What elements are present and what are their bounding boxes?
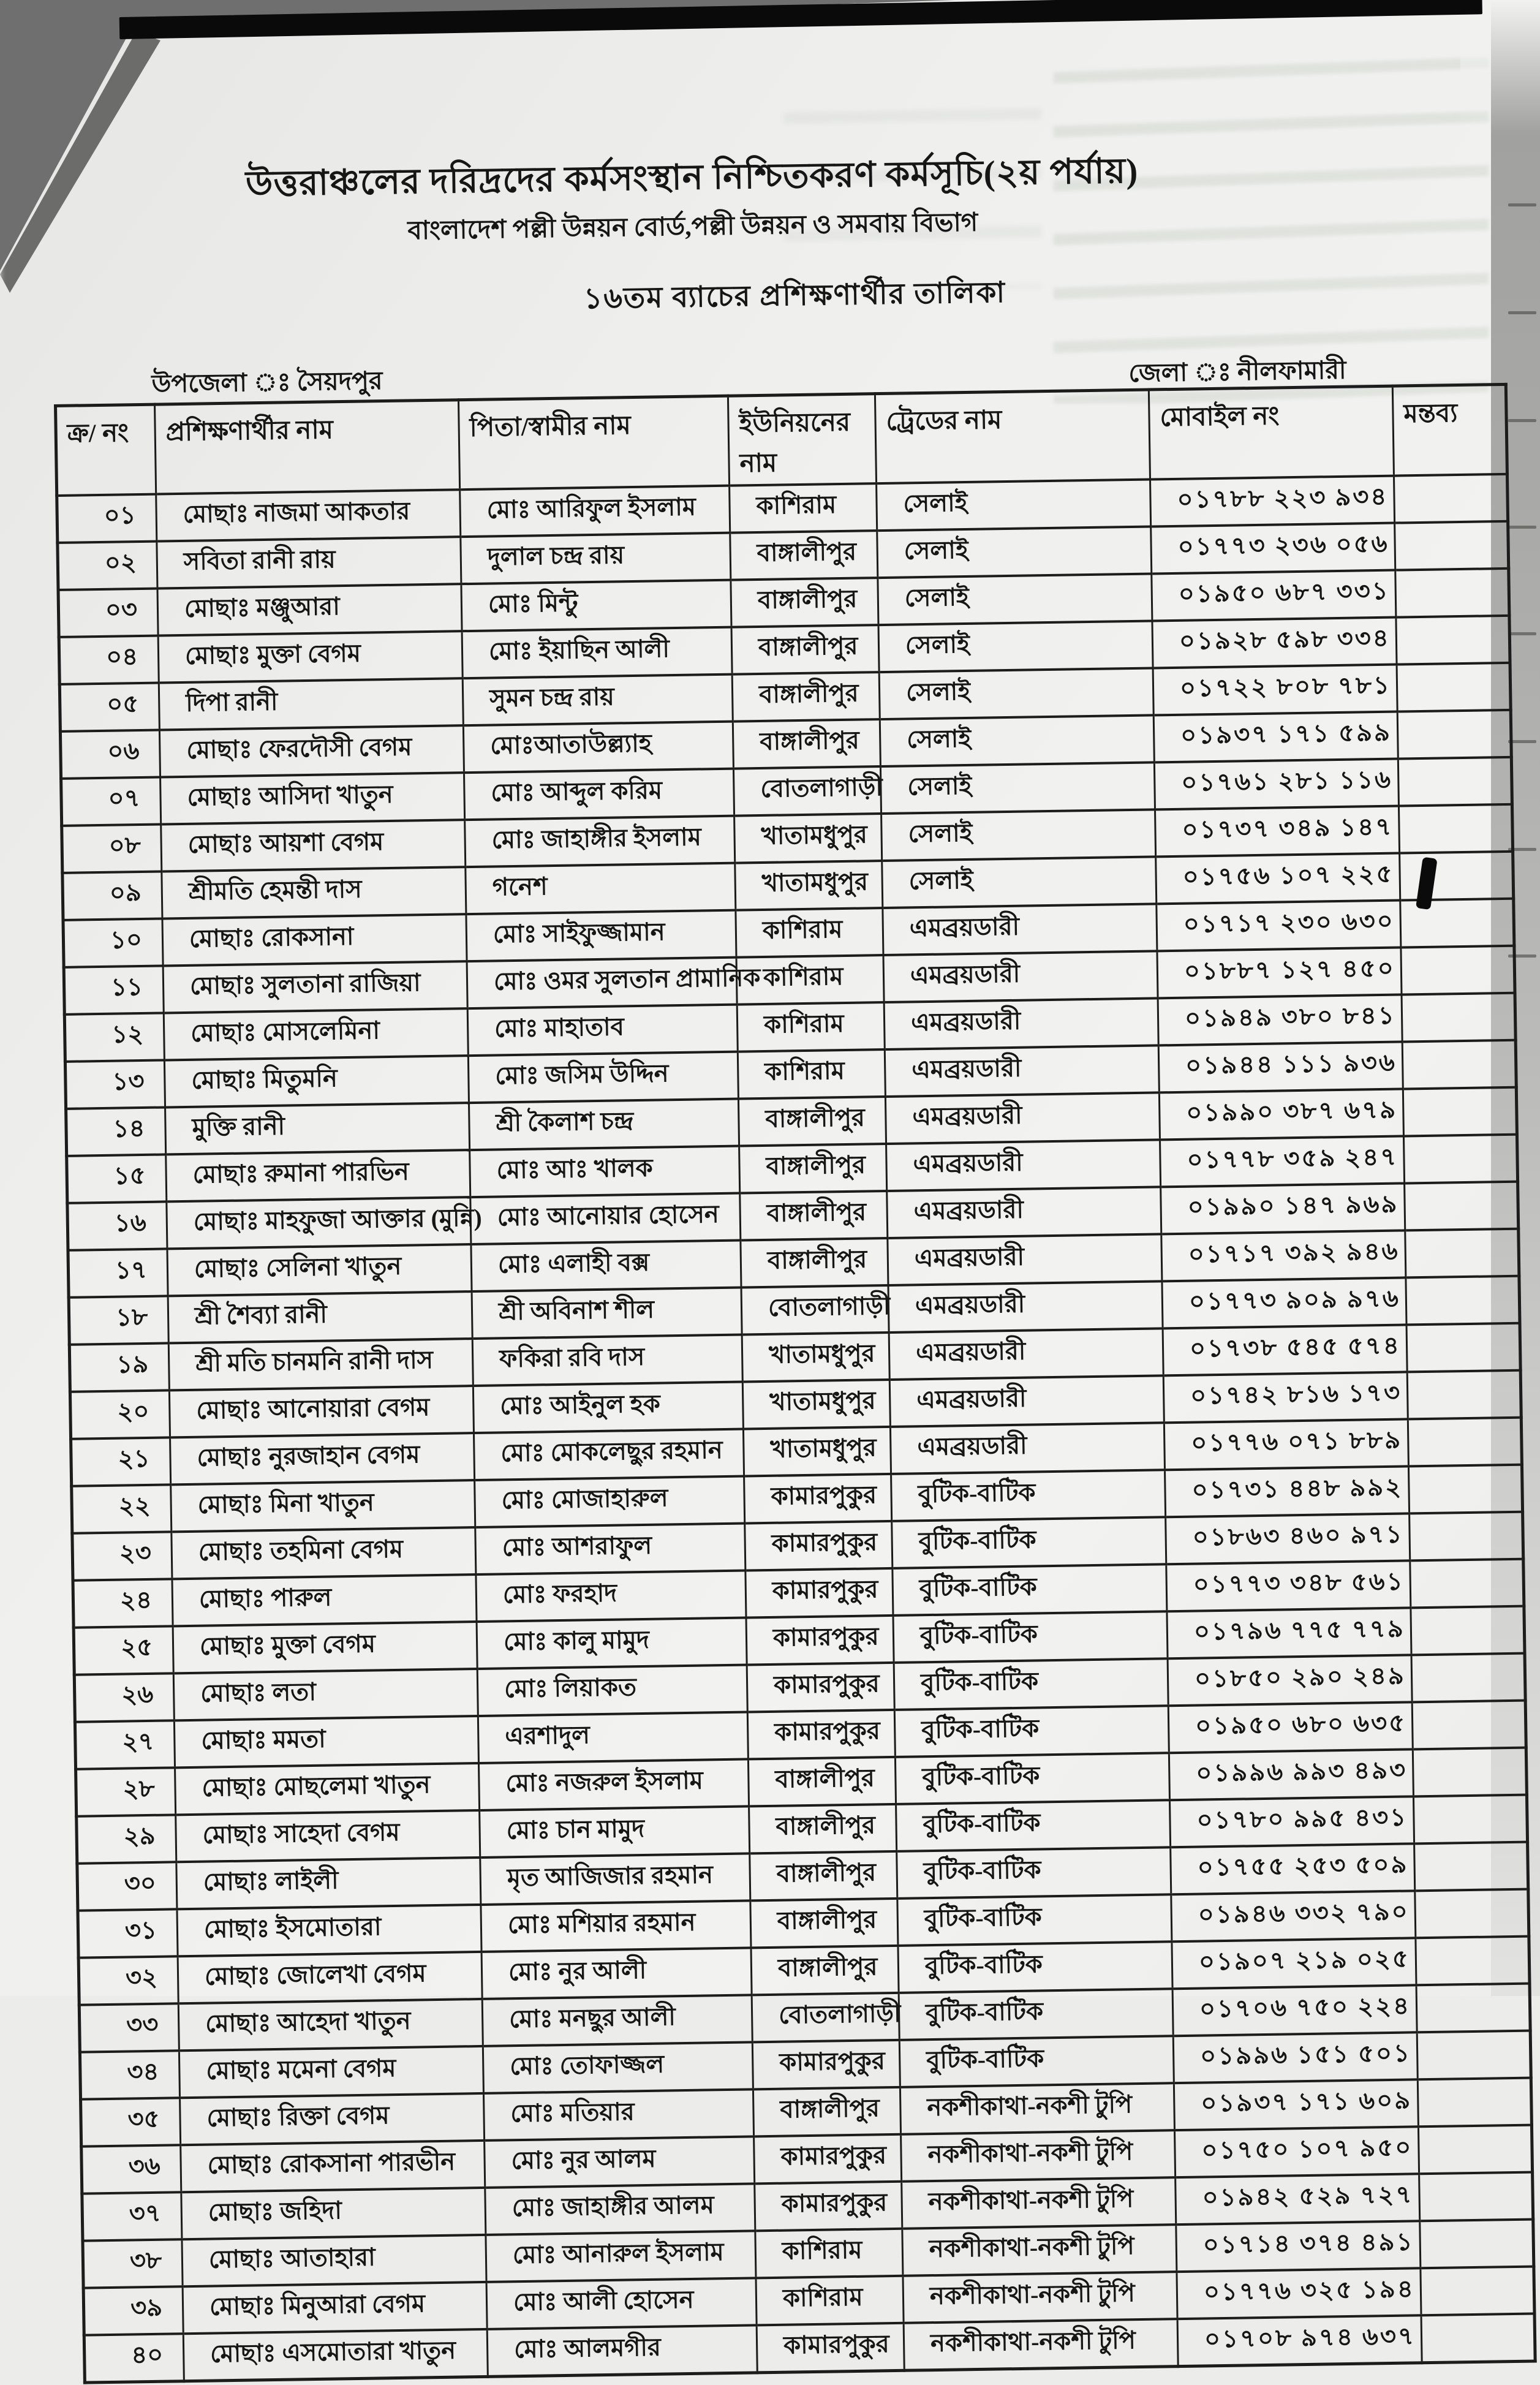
mobile-cell: ০১৯৩৭ ১৭১ ৬০৯	[1174, 2079, 1418, 2130]
remarks-cell	[1397, 663, 1511, 712]
name-cell: শ্রী শৈব্যা রানী	[168, 1291, 472, 1343]
father-cell: ফকিরা রবি দাস	[472, 1335, 742, 1386]
remarks-cell	[1400, 899, 1514, 948]
father-cell: সুমন চন্দ্র রায়	[462, 675, 733, 726]
remarks-cell	[1414, 1842, 1528, 1891]
remarks-cell	[1395, 521, 1509, 570]
mobile-cell: ০১৭৫০ ১০৭ ৯৫০	[1174, 2126, 1419, 2177]
father-cell: মোঃ নুর আলম	[485, 2137, 755, 2188]
sl-cell: ২৯	[77, 1815, 176, 1864]
name-cell: মোছাঃ আনোয়ারা বেগম	[169, 1386, 474, 1437]
remarks-cell	[1402, 993, 1515, 1042]
mobile-cell: ০১৯৯০ ১৪৭ ৯৬৯	[1161, 1184, 1405, 1234]
sl-cell: ৪০	[84, 2334, 184, 2383]
union-cell: বাঙ্গালীপুর	[739, 1144, 887, 1193]
name-cell: মোছাঃ জোলেখা বেগম	[178, 1952, 482, 2003]
name-cell: মোছাঃ রোকসানা	[162, 914, 467, 966]
name-cell: মোছাঃ আহেদা খাতুন	[178, 1999, 483, 2050]
union-cell: বাঙ্গালীপুর	[738, 1097, 886, 1146]
sl-cell: ১৭	[68, 1249, 168, 1298]
remarks-cell	[1405, 1182, 1519, 1231]
mobile-cell: ০১৯৩৭ ১৭১ ৫৯৯	[1153, 712, 1398, 763]
trade-cell: সেলাই	[878, 621, 1153, 673]
remarks-cell	[1405, 1229, 1519, 1278]
remarks-cell	[1395, 569, 1509, 618]
name-cell: মোছাঃ আসিদা খাতুন	[160, 773, 465, 824]
sl-cell: ৩৯	[83, 2286, 183, 2335]
trade-cell: বুটিক-বাটিক	[894, 1706, 1169, 1757]
mobile-cell: ০১৭৭৩ ৯০৯ ৯৭৬	[1162, 1278, 1406, 1329]
name-cell: মোছাঃ আয়শা বেগম	[161, 820, 466, 871]
remarks-cell	[1410, 1512, 1523, 1561]
trade-cell: বুটিক-বাটিক	[892, 1517, 1166, 1568]
name-cell: মুক্তি রানী	[165, 1103, 470, 1154]
union-cell: বাঙ্গালীপুর	[753, 2087, 900, 2137]
remarks-cell	[1419, 2172, 1533, 2221]
union-cell: কামারপুকুর	[747, 1710, 895, 1759]
sl-cell: ১৬	[67, 1202, 167, 1250]
trade-cell: বুটিক-বাটিক	[891, 1470, 1166, 1522]
mobile-cell: ০১৭১৭ ২৩০ ৬৩০	[1157, 901, 1401, 951]
father-cell: মোঃ আলমগীর	[487, 2326, 757, 2377]
trade-cell: সেলাই	[879, 668, 1153, 720]
father-cell: মোঃ আরিফুল ইসলাম	[460, 486, 730, 537]
mobile-cell: ০১৭৭৬ ০৭১ ৮৮৯	[1164, 1419, 1408, 1470]
sl-cell: ১৪	[66, 1108, 166, 1156]
union-cell: কামারপুকুর	[744, 1474, 892, 1524]
remarks-cell	[1417, 2031, 1531, 2080]
remarks-cell	[1407, 1370, 1521, 1419]
union-cell: খাতামধুপুর	[742, 1332, 889, 1382]
trade-cell: নকশীকাথা-নকশী টুপি	[902, 2177, 1176, 2229]
name-cell: মোছাঃ মোছলেমা খাতুন	[175, 1763, 480, 1815]
union-cell: খাতামধুপুর	[734, 814, 882, 863]
name-cell: মোছাঃ মুক্তা বেগম	[158, 631, 462, 682]
trade-cell: এমব্রয়ডারী	[885, 1093, 1160, 1144]
mobile-cell: ০১৭৭৩ ৩৪৮ ৫৬১	[1166, 1561, 1411, 1612]
trade-cell: নকশীকাথা-নকশী টুপি	[901, 2130, 1176, 2182]
union-cell: কামারপুকুর	[754, 2134, 902, 2184]
trade-cell: এমব্রয়ডারী	[889, 1329, 1163, 1380]
union-cell: বাঙ্গালীপুর	[732, 672, 880, 722]
name-cell: মোছাঃ মিতুমনি	[164, 1056, 469, 1107]
sl-cell: ১৫	[67, 1155, 167, 1203]
header-union: ইউনিয়নের নাম	[728, 394, 876, 486]
sl-cell: ০১	[57, 494, 157, 543]
name-cell: মোছাঃ সুলতানা রাজিয়া	[163, 961, 467, 1013]
union-cell: বাঙ্গালীপুর	[750, 1899, 898, 1948]
name-cell: মোছাঃ জহিদা	[181, 2188, 486, 2239]
mobile-cell: ০১৭৩১ ৪৪৮ ৯৯২	[1165, 1467, 1410, 1518]
trade-cell: সেলাই	[882, 857, 1157, 909]
trade-cell: এমব্রয়ডারী	[887, 1187, 1161, 1239]
father-cell: মোঃ কালু মামুদ	[477, 1618, 747, 1669]
remarks-cell	[1398, 804, 1512, 853]
name-cell: দিপা রানী	[159, 678, 463, 730]
name-cell: সবিতা রানী রায়	[157, 537, 461, 588]
union-cell: বাঙ্গালীপুর	[751, 1946, 899, 1995]
name-cell: মোছাঃ মিনা খাতুন	[171, 1480, 475, 1532]
sl-cell: ৩১	[78, 1910, 178, 1958]
name-cell: মোছাঃ ফেরদৌসী বেগম	[159, 725, 464, 777]
name-cell: মোছাঃ মুক্তা বেগম	[173, 1622, 477, 1673]
father-cell: মোঃ আব্দুল করিম	[464, 769, 734, 820]
trade-cell: বুটিক-বাটিক	[897, 1894, 1172, 1946]
mobile-cell: ০১৭৭৩ ২৩৬ ০৫৬	[1151, 523, 1395, 574]
remarks-cell	[1400, 852, 1514, 901]
remarks-cell	[1397, 710, 1511, 759]
trade-cell: বুটিক-বাটিক	[897, 1847, 1171, 1899]
mobile-cell: ০১৯৪৯ ৩৮০ ৮৪১	[1158, 995, 1402, 1046]
father-cell: মোঃ মশিয়ার রহমান	[481, 1901, 751, 1952]
union-cell: কাশিরাম	[756, 2276, 904, 2326]
header-mobile: মোবাইল নং	[1149, 386, 1394, 480]
remarks-cell	[1416, 1937, 1530, 1986]
father-cell: মোঃ তোফাজ্জল	[483, 2043, 753, 2094]
father-cell: মোঃ এলাহী বক্স	[471, 1241, 741, 1292]
mobile-cell: ০১৯৫০ ৬৮০ ৬৩৫	[1168, 1703, 1413, 1753]
mobile-cell: ০১৭৮৮ ২২৩ ৯৩৪	[1150, 476, 1395, 527]
sl-cell: ৩৬	[81, 2145, 181, 2193]
sl-cell: ১০	[63, 919, 163, 967]
sl-cell: ০৪	[59, 636, 159, 684]
union-cell: বাঙ্গালীপুর	[730, 531, 878, 580]
union-cell: খাতামধুপুর	[743, 1427, 891, 1476]
remarks-cell	[1410, 1559, 1524, 1608]
union-cell: কামারপুকুর	[752, 2040, 900, 2090]
father-cell: মৃত আজিজার রহমান	[480, 1854, 750, 1905]
trade-cell: বুটিক-বাটিক	[894, 1658, 1168, 1710]
mobile-cell: ০১৭৩৭ ৩৪৯ ১৪৭	[1155, 806, 1400, 857]
father-cell: মোঃ মোজাহারুল	[475, 1476, 745, 1528]
mobile-cell: ০১৭১৭ ৩৯২ ৯৪৬	[1161, 1231, 1406, 1282]
sl-cell: ২১	[71, 1438, 171, 1486]
trade-cell: বুটিক-বাটিক	[895, 1753, 1169, 1804]
header-trade: ট্রেডের নাম	[875, 390, 1150, 483]
trade-cell: এমব্রয়ডারী	[889, 1376, 1164, 1427]
trade-cell: সেলাই	[877, 527, 1152, 578]
mobile-cell: ০১৭৬১ ২৮১ ১১৬	[1154, 759, 1398, 810]
name-cell: মোছাঃ মঞ্জুআরা	[157, 584, 462, 635]
father-cell: মোঃ আঃ খালক	[470, 1146, 740, 1198]
father-cell: মোঃ আনারুল ইসলাম	[486, 2231, 756, 2283]
union-cell: বাঙ্গালীপুর	[750, 1851, 897, 1901]
father-cell: মোঃ মনছুর আলী	[482, 1995, 752, 2047]
remarks-cell	[1421, 2314, 1535, 2363]
name-cell: মোছাঃ মমতা	[174, 1716, 478, 1767]
trade-cell: সেলাই	[878, 574, 1152, 626]
sl-cell: ২২	[72, 1485, 172, 1533]
remarks-cell	[1406, 1323, 1520, 1372]
mobile-cell: ০১৭৩৮ ৫৪৫ ৫৭৪	[1163, 1325, 1407, 1376]
union-cell: কামারপুকুর	[757, 2323, 904, 2373]
name-cell: মোছাঃ সাহেদা বেগম	[176, 1810, 480, 1862]
union-cell: বাঙ্গালীপুর	[748, 1757, 896, 1807]
father-cell: মোঃ মাহাতাব	[467, 1005, 738, 1056]
father-cell: মোঃ ফরহাদ	[476, 1571, 746, 1622]
remarks-cell	[1394, 474, 1508, 523]
trade-cell: বুটিক-বাটিক	[893, 1611, 1168, 1663]
trade-cell: এমব্রয়ডারী	[886, 1140, 1161, 1192]
mobile-cell: ০১৭৮০ ৯৯৫ ৪৩১	[1170, 1797, 1414, 1848]
trade-cell: বুটিক-বাটিক	[899, 1989, 1173, 2040]
union-cell: বাঙ্গালীপুর	[741, 1238, 888, 1288]
remarks-cell	[1402, 1040, 1516, 1089]
mobile-cell: ০১৮৮৭ ১২৭ ৪৫০	[1157, 948, 1402, 999]
father-cell: মোঃ জাহাঙ্গীর ইসলাম	[465, 816, 735, 867]
upazila-label: উপজেলা ঃ সৈয়দপুর	[151, 366, 383, 398]
mobile-cell: ০১৭৫৫ ২৫৩ ৫০৯	[1171, 1844, 1415, 1895]
remarks-cell	[1413, 1795, 1527, 1844]
remarks-cell	[1408, 1465, 1522, 1514]
mobile-cell: ০১৯৪২ ৫২৯ ৭২৭	[1176, 2174, 1420, 2224]
mobile-cell: ০১৭৪২ ৮১৬ ১৭৩	[1163, 1372, 1408, 1423]
mobile-cell: ০১৯৫০ ৬৮৭ ৩৩১	[1152, 570, 1396, 621]
union-cell: বাঙ্গালীপুর	[749, 1804, 897, 1854]
trade-cell: এমব্রয়ডারী	[883, 904, 1157, 956]
union-cell: বাঙ্গালীপুর	[733, 719, 880, 769]
name-cell: মোছাঃ মমেনা বেগম	[179, 2046, 483, 2098]
trainee-table-body	[57, 474, 1535, 2383]
mobile-cell: ০১৯৪৬ ৩৩২ ৭৯০	[1171, 1891, 1416, 1942]
mobile-cell: ০১৮৫০ ২৯০ ২৪৯	[1168, 1655, 1412, 1706]
trade-cell: বুটিক-বাটিক	[899, 2036, 1174, 2087]
sl-cell: ৩৭	[82, 2192, 182, 2240]
union-cell: কামারপুকুর	[745, 1568, 893, 1618]
mobile-cell: ০১৭০৬ ৭৫০ ২২৪	[1172, 1986, 1417, 2036]
sl-cell: ৩০	[77, 1862, 177, 1911]
name-cell: মোছাঃ রুমানা পারভিন	[166, 1150, 470, 1201]
trade-cell: বুটিক-বাটিক	[898, 1941, 1172, 1993]
page-subtitle: বাংলাদেশ পল্লী উন্নয়ন বোর্ড,পল্লী উন্নয়ন ও সমবায় বিভাগ	[407, 208, 978, 246]
sl-cell: ১৮	[69, 1296, 168, 1345]
union-cell: বাঙ্গালীপুর	[731, 625, 879, 675]
sl-cell: ৩২	[78, 1956, 178, 2005]
union-cell: কাশিরাম	[736, 908, 883, 958]
sl-cell: ২৮	[76, 1768, 176, 1816]
mobile-cell: ০১৯২৮ ৫৯৮ ৩৩৪	[1152, 618, 1397, 668]
mobile-cell: ০১৭০৮ ৯৭৪ ৬৩৭	[1177, 2315, 1422, 2366]
name-cell: মোছাঃ লতা	[173, 1669, 478, 1720]
father-cell: মোঃ আইনুল হক	[473, 1382, 743, 1434]
name-cell: মোছাঃ পারুল	[172, 1574, 477, 1626]
father-cell: মোঃ আলী হোসেন	[486, 2278, 757, 2330]
union-cell: কাশিরাম	[730, 483, 877, 533]
union-cell: কামারপুকুর	[747, 1663, 894, 1712]
remarks-cell	[1398, 757, 1512, 806]
father-cell: মোঃ চান মামুদ	[480, 1807, 750, 1858]
name-cell: মোছাঃ নাজমা আকতার	[156, 489, 461, 541]
father-cell: গনেশ	[466, 863, 736, 915]
trade-cell: এমব্রয়ডারী	[888, 1282, 1163, 1333]
name-cell: শ্রীমতি হেমন্তী দাস	[162, 867, 466, 918]
father-cell: মোঃ ইয়াছিন আলী	[462, 627, 732, 679]
sl-cell: ৩৪	[80, 2050, 179, 2099]
sl-cell: ২৭	[75, 1721, 175, 1769]
father-cell: মোঃ মোকলেছুর রহমান	[474, 1429, 744, 1481]
remarks-cell	[1421, 2267, 1534, 2316]
trainee-table	[54, 383, 1537, 2384]
trade-cell: সেলাই	[880, 716, 1154, 767]
trade-cell: বুটিক-বাটিক	[893, 1564, 1167, 1616]
union-cell: খাতামধুপুর	[742, 1380, 890, 1429]
sl-cell: ০৫	[59, 683, 159, 731]
union-cell: কামারপুকুর	[745, 1521, 893, 1571]
sl-cell: ০২	[58, 542, 157, 590]
remarks-cell	[1411, 1654, 1525, 1703]
sl-cell: ১৯	[69, 1344, 169, 1392]
page-title: উত্তরাঞ্চলের দরিদ্রদের কর্মসংস্থান নিশ্চিতকরণ কর্মসূচি(২য় পর্যায়)	[245, 151, 1139, 204]
sl-cell: ৩৮	[83, 2239, 183, 2288]
name-cell: মোছাঃ আতাহারা	[182, 2235, 486, 2286]
trade-cell: নকশীকাথা-নকশী টুপি	[900, 2083, 1174, 2134]
sl-cell: ২৪	[73, 1579, 173, 1628]
mobile-cell: ০১৯৯৬ ১৫১ ৫০১	[1173, 2032, 1417, 2083]
sl-cell: ৩৩	[79, 2003, 179, 2052]
sl-cell: ১২	[64, 1013, 164, 1062]
father-cell: মোঃ নুর আলী	[481, 1948, 752, 2000]
father-cell: মোঃ ওমর সুলতান প্রামানিক	[467, 958, 737, 1009]
name-cell: মোছাঃ মোসলেমিনা	[164, 1008, 468, 1060]
union-cell: বাঙ্গালীপুর	[731, 578, 878, 627]
sl-cell: ২৩	[72, 1532, 172, 1581]
district-label: জেলা ঃ নীলফামারী	[1128, 355, 1346, 387]
remarks-cell	[1403, 1087, 1517, 1136]
remarks-cell	[1417, 2078, 1531, 2127]
name-cell: মোছাঃ সেলিনা খাতুন	[167, 1244, 472, 1296]
remarks-cell	[1418, 2125, 1532, 2174]
trade-cell: এমব্রয়ডারী	[884, 999, 1158, 1050]
remarks-cell	[1413, 1748, 1527, 1797]
sl-cell: ৩৫	[81, 2098, 181, 2146]
sl-cell: ২৫	[74, 1627, 173, 1675]
name-cell: মোছাঃ রিক্তা বেগম	[180, 2093, 485, 2145]
trade-cell: বুটিক-বাটিক	[896, 1800, 1171, 1851]
union-cell: কাশিরাম	[736, 955, 884, 1005]
header-father: পিতা/স্বামীর নাম	[458, 396, 729, 489]
father-cell: মোঃ জসিম উদ্দিন	[468, 1052, 738, 1103]
father-cell: শ্রী অবিনাশ শীল	[472, 1288, 742, 1339]
remarks-cell	[1412, 1701, 1526, 1750]
header-remarks: মন্তব্য	[1392, 384, 1507, 475]
remarks-cell	[1396, 616, 1510, 665]
sl-cell: ১৩	[65, 1060, 165, 1109]
union-cell: বাঙ্গালীপুর	[740, 1191, 888, 1241]
father-cell: মোঃ সাইফুজ্জামান	[466, 910, 736, 962]
remarks-cell	[1415, 1889, 1529, 1938]
father-cell: মোঃ আশরাফুল	[475, 1524, 745, 1575]
union-cell: খাতামধুপুর	[735, 861, 883, 910]
mobile-cell: ০১৭৭৬ ৩২৫ ১৯৪	[1177, 2268, 1421, 2319]
name-cell: মোছাঃ এসমোতারা খাতুন	[183, 2329, 488, 2381]
remarks-cell	[1401, 946, 1515, 995]
mobile-cell: ০১৭৯৬ ৭৭৫ ৭৭৯	[1167, 1608, 1411, 1659]
mobile-cell: ০১৭৫৬ ১০৭ ২২৫	[1156, 853, 1400, 904]
remarks-cell	[1408, 1418, 1522, 1467]
trade-cell: এমব্রয়ডারী	[888, 1234, 1162, 1286]
remarks-cell	[1416, 1984, 1530, 2033]
trade-cell: সেলাই	[881, 810, 1156, 861]
union-cell: কাশিরাম	[737, 1002, 885, 1052]
sl-cell: ০৭	[61, 777, 161, 826]
remarks-cell	[1420, 2220, 1534, 2269]
trade-cell: সেলাই	[877, 480, 1151, 531]
batch-list-title: ১৬তম ব্যাচের প্রশিক্ষণার্থীর তালিকা	[583, 276, 1006, 316]
father-cell: মোঃআতাউল্ল্যাহ	[463, 722, 733, 773]
remarks-cell	[1403, 1135, 1517, 1184]
mobile-cell: ০১৭৭৮ ৩৫৯ ২৪৭	[1160, 1136, 1405, 1187]
mobile-cell: ০১৭১৪ ৩৭৪ ৪৯১	[1176, 2221, 1421, 2272]
sl-cell: ০৬	[60, 730, 160, 779]
name-cell: মোছাঃ মাহফুজা আক্তার (মুন্নি)	[167, 1197, 471, 1249]
sl-cell: ০৯	[62, 872, 162, 920]
mobile-cell: ০১৯৪৪ ১১১ ৯৩৬	[1158, 1042, 1403, 1093]
father-cell: মোঃ আনোয়ার হোসেন	[470, 1193, 741, 1245]
name-cell: মোছাঃ মিনুআরা বেগম	[183, 2282, 487, 2334]
header-name: প্রশিক্ষণার্থীর নাম	[155, 400, 460, 494]
name-cell: শ্রী মতি চানমনি রানী দাস	[168, 1339, 473, 1390]
father-cell: মোঃ মিন্টু	[461, 580, 731, 632]
remarks-cell	[1406, 1276, 1520, 1325]
remarks-cell	[1411, 1606, 1525, 1655]
father-cell: মোঃ মতিয়ার	[483, 2090, 753, 2141]
name-cell: মোছাঃ রোকসানা পারভীন	[181, 2141, 485, 2192]
sl-cell: ১১	[64, 966, 164, 1015]
trade-cell: নকশীকাথা-নকশী টুপি	[902, 2224, 1177, 2276]
header-sl: ক্র/ নং	[56, 404, 156, 496]
name-cell: মোছাঃ ইসমোতারা	[177, 1905, 481, 1956]
union-cell: বোতলাগাড়ী	[741, 1285, 889, 1335]
trade-cell: নকশীকাথা-নকশী টুপি	[903, 2272, 1177, 2323]
sl-cell: ০৩	[58, 589, 158, 637]
union-cell: কাশিরাম	[738, 1049, 885, 1099]
mobile-cell: ০১৭২২ ৮০৮ ৭৮১	[1153, 665, 1397, 716]
trade-cell: নকশীকাথা-নকশী টুপি	[904, 2319, 1178, 2370]
father-cell: মোঃ লিয়াকত	[477, 1665, 747, 1717]
father-cell: শ্রী কৈলাশ চন্দ্র	[469, 1099, 739, 1151]
name-cell: মোছাঃ তহমিনা বেগম	[172, 1527, 476, 1579]
trade-cell: এমব্রয়ডারী	[883, 951, 1158, 1003]
union-cell: কামারপুকুর	[755, 2182, 902, 2231]
sl-cell: ২৬	[74, 1674, 174, 1722]
father-cell: মোঃ নজরুল ইসলাম	[478, 1759, 749, 1811]
name-cell: মোছাঃ নুরজাহান বেগম	[170, 1433, 475, 1484]
union-cell: বোতলাগাড়ী	[752, 1993, 899, 2043]
mobile-cell: ০১৯০৭ ২১৯ ০২৫	[1172, 1938, 1416, 1989]
trade-cell: এমব্রয়ডারী	[890, 1423, 1164, 1475]
name-cell: মোছাঃ লাইলী	[176, 1858, 481, 1909]
union-cell: কামারপুকুর	[746, 1616, 894, 1665]
sl-cell: ২০	[70, 1391, 170, 1439]
union-cell: কাশিরাম	[755, 2229, 903, 2278]
father-cell: মোঃ জাহাঙ্গীর আলম	[485, 2184, 755, 2236]
sl-cell: ০৮	[62, 825, 162, 873]
mobile-cell: ০১৯৯৬ ৯৯৩ ৪৯৩	[1169, 1750, 1413, 1801]
father-cell: এরশাদুল	[478, 1712, 748, 1764]
trade-cell: সেলাই	[880, 763, 1155, 814]
union-cell: বোতলাগাড়ী	[733, 766, 881, 816]
trade-cell: এমব্রয়ডারী	[885, 1046, 1159, 1097]
mobile-cell: ০১৮৬৩ ৪৬০ ৯৭১	[1166, 1514, 1410, 1565]
father-cell: দুলাল চন্দ্র রায়	[461, 533, 731, 584]
mobile-cell: ০১৯৯০ ৩৮৭ ৬৭৯	[1159, 1089, 1403, 1140]
